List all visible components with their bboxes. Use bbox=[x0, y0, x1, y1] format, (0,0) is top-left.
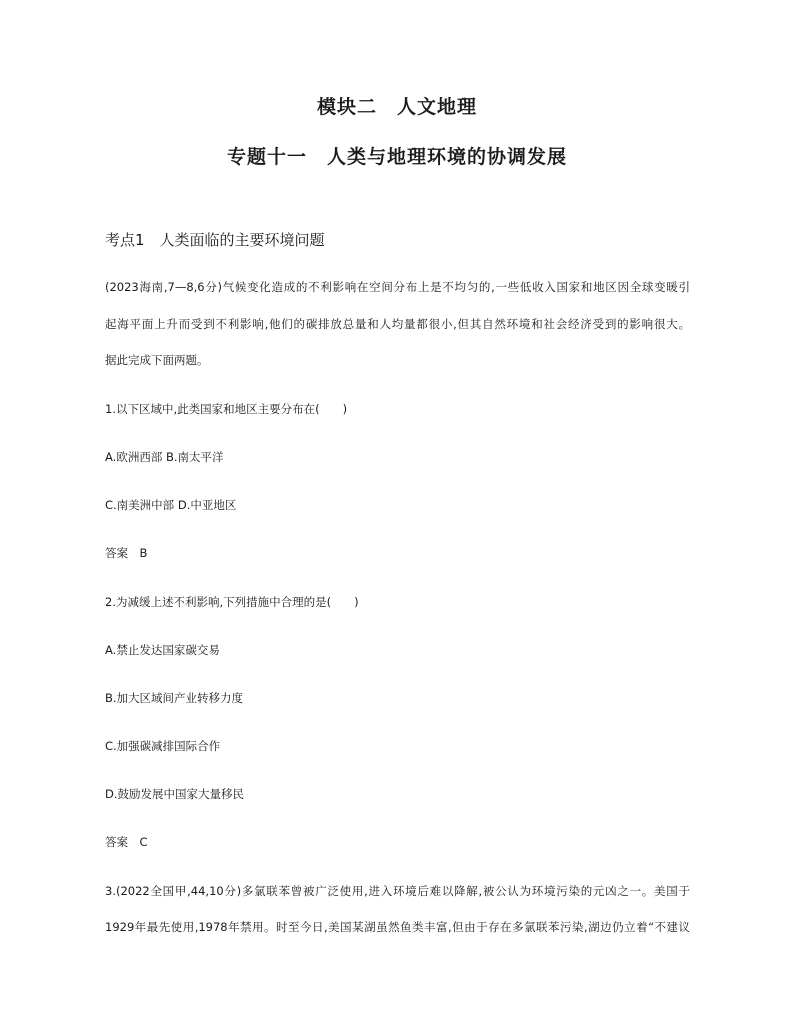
question-1-options-ab: A.欧洲西部 B.南太平洋 bbox=[105, 450, 224, 464]
module-title: 模块二 人文地理 bbox=[316, 96, 477, 118]
passage-line-1: (2023海南,7—8,6分)气候变化造成的不利影响在空间分布上是不均匀的,一些低收入国家和地区因全球变暖引 bbox=[105, 280, 690, 294]
question-1-answer: 答案 B bbox=[105, 546, 148, 560]
question-2-option-b: B.加大区域间产业转移力度 bbox=[105, 691, 244, 705]
question-2-option-c: C.加强碳减排国际合作 bbox=[105, 739, 221, 753]
question-3-line-2: 1929年最先使用,1978年禁用。时至今日,美国某湖虽然鱼类丰富,但由于存在多氯联苯污染,湖边仍立着“不建议 bbox=[105, 920, 690, 934]
question-1-options-cd: C.南美洲中部 D.中亚地区 bbox=[105, 498, 237, 512]
question-2-stem: 2.为减缓上述不利影响,下列措施中合理的是( ) bbox=[105, 595, 359, 609]
question-2-option-a: A.禁止发达国家碳交易 bbox=[105, 643, 220, 657]
question-2-answer: 答案 C bbox=[105, 835, 148, 849]
question-2-option-d: D.鼓励发展中国家大量移民 bbox=[105, 787, 245, 801]
section-heading: 考点1 人类面临的主要环境问题 bbox=[105, 231, 325, 249]
question-3-line-1: 3.(2022全国甲,44,10分)多氯联苯曾被广泛使用,进入环境后难以降解,被公认为环境污染的元凶之一。美国于 bbox=[105, 884, 690, 898]
passage-line-3: 据此完成下面两题。 bbox=[105, 353, 209, 367]
question-1-stem: 1.以下区域中,此类国家和地区主要分布在( ) bbox=[105, 402, 348, 416]
topic-title: 专题十一 人类与地理环境的协调发展 bbox=[226, 146, 567, 168]
passage-line-2: 起海平面上升而受到不利影响,他们的碳排放总量和人均量都很小,但其自然环境和社会经济受到的影响很大。 bbox=[105, 317, 690, 331]
